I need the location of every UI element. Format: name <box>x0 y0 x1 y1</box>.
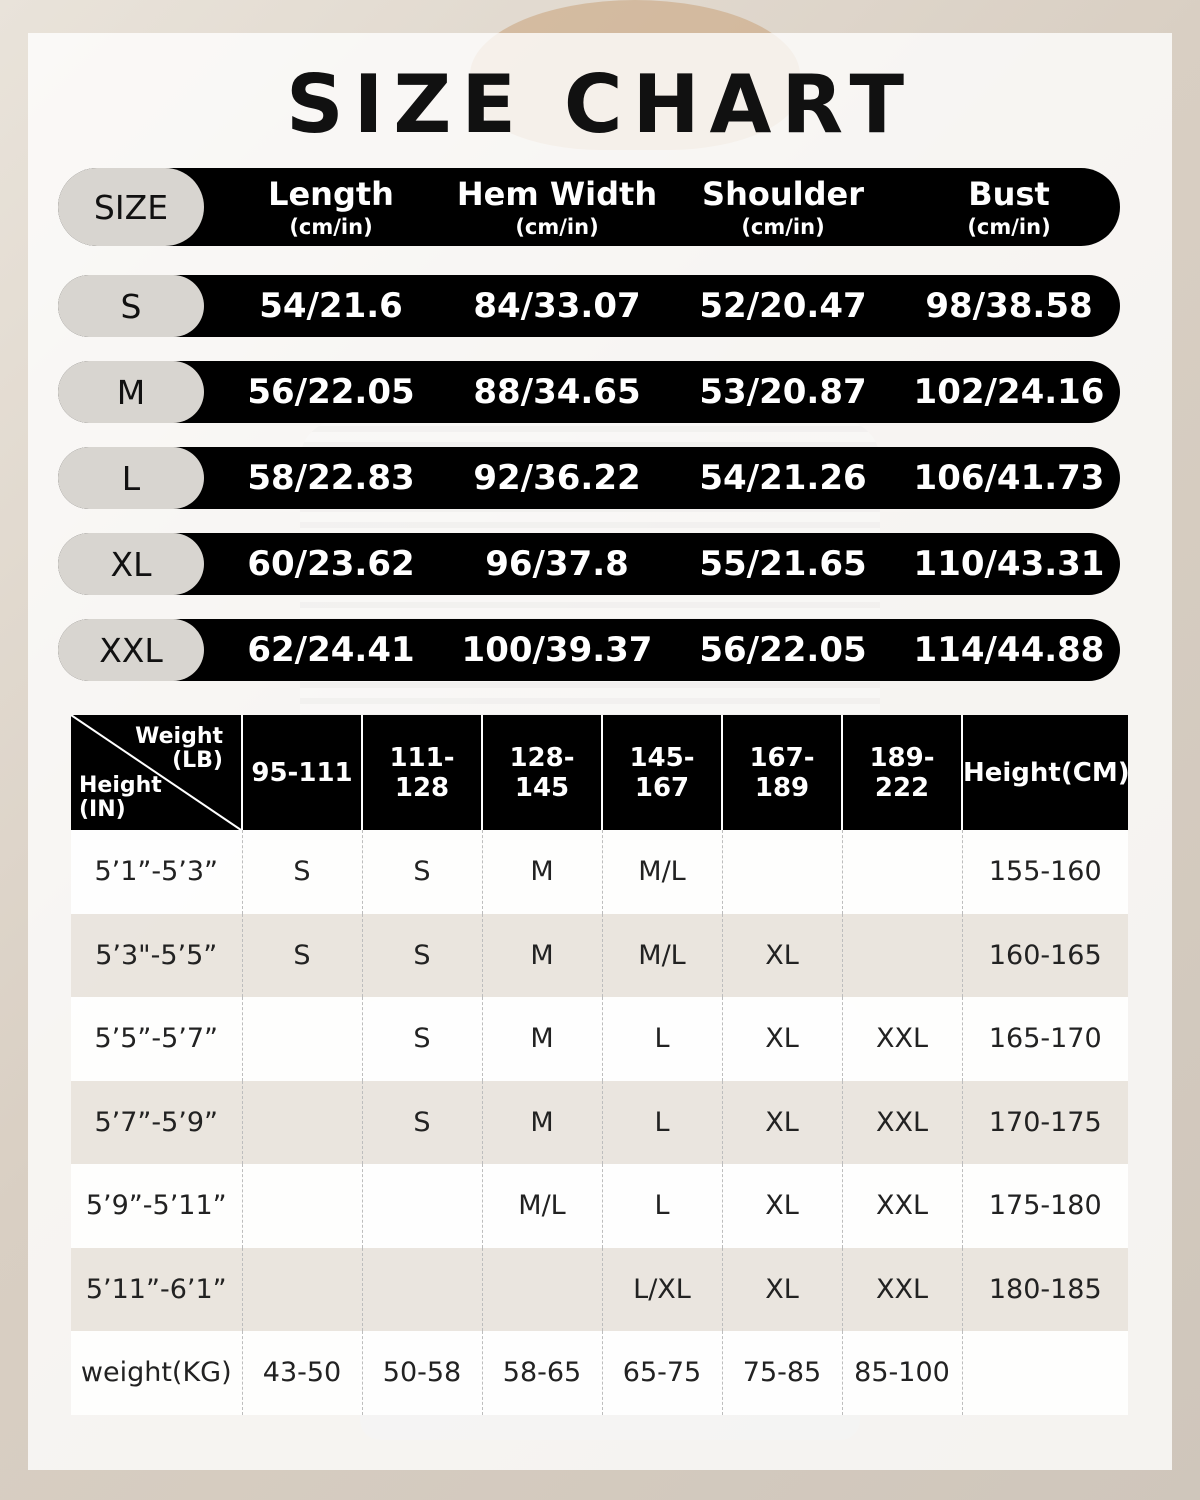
size-recommendation-cell: M/L <box>602 914 722 998</box>
size-label: L <box>58 447 204 509</box>
height-cm-cell: 170-175 <box>962 1081 1128 1165</box>
size-recommendation-cell <box>362 1164 482 1248</box>
height-range-cell: 5’7”-5’9” <box>71 1081 242 1165</box>
height-range-cell: 5’5”-5’7” <box>71 997 242 1081</box>
size-recommendation-cell: 85-100 <box>842 1331 962 1415</box>
shoulder-value: 53/20.87 <box>699 372 867 412</box>
size-recommendation-cell: S <box>362 830 482 914</box>
height-range-cell: 5’1”-5’3” <box>71 830 242 914</box>
table-row <box>71 1248 1128 1332</box>
fit-grid-table <box>71 715 1128 1415</box>
bust-value: 110/43.31 <box>913 544 1105 584</box>
weight-axis-label <box>135 725 223 773</box>
weight-column-header: 111-128 <box>362 715 482 830</box>
column-header-bust <box>896 168 1122 246</box>
table-row <box>71 830 1128 914</box>
weight-column-header: 128-145 <box>482 715 602 830</box>
size-recommendation-cell: S <box>362 1081 482 1165</box>
size-recommendation-cell <box>362 1248 482 1332</box>
column-header-unit: (cm/in) <box>741 215 825 239</box>
length-value: 58/22.83 <box>247 458 415 498</box>
size-row-s <box>58 275 1120 337</box>
size-recommendation-cell: XL <box>722 1081 842 1165</box>
height-cm-header: Height(CM) <box>962 715 1128 830</box>
height-cm-cell: 180-185 <box>962 1248 1128 1332</box>
size-recommendation-cell: XL <box>722 1248 842 1332</box>
size-recommendation-cell: M/L <box>482 1164 602 1248</box>
length-value: 60/23.62 <box>247 544 415 584</box>
size-row-xl <box>58 533 1120 595</box>
table-row <box>71 1331 1128 1415</box>
size-label: S <box>58 275 204 337</box>
shoulder-value: 54/21.26 <box>699 458 867 498</box>
size-recommendation-cell: S <box>362 997 482 1081</box>
column-header-label: Shoulder <box>702 175 864 213</box>
page-title: SIZE CHART <box>285 58 915 151</box>
height-cm-cell: 160-165 <box>962 914 1128 998</box>
size-header-label: SIZE <box>58 168 204 246</box>
size-recommendation-cell: 43-50 <box>242 1331 362 1415</box>
height-cm-cell: 165-170 <box>962 997 1128 1081</box>
size-recommendation-cell: L/XL <box>602 1248 722 1332</box>
height-unit: (IN) <box>79 797 126 822</box>
size-recommendation-cell: XL <box>722 914 842 998</box>
size-label: XL <box>58 533 204 595</box>
height-range-cell: weight(KG) <box>71 1331 242 1415</box>
size-recommendation-cell: S <box>242 914 362 998</box>
hem-width-value: 100/39.37 <box>461 630 653 670</box>
size-recommendation-cell: S <box>362 914 482 998</box>
weight-column-header: 167-189 <box>722 715 842 830</box>
table-row <box>71 1164 1128 1248</box>
hem-width-value: 96/37.8 <box>485 544 629 584</box>
size-recommendation-cell: M <box>482 830 602 914</box>
size-recommendation-cell: M <box>482 1081 602 1165</box>
column-header-unit: (cm/in) <box>967 215 1051 239</box>
size-recommendation-cell <box>842 830 962 914</box>
hem-width-value: 92/36.22 <box>473 458 641 498</box>
size-recommendation-cell: 65-75 <box>602 1331 722 1415</box>
weight-column-header: 145-167 <box>602 715 722 830</box>
bust-value: 114/44.88 <box>913 630 1105 670</box>
shoulder-value: 52/20.47 <box>699 286 867 326</box>
size-recommendation-cell: XXL <box>842 1248 962 1332</box>
column-header-label: Hem Width <box>456 175 658 213</box>
height-range-cell: 5’3"-5’5” <box>71 914 242 998</box>
size-recommendation-cell: S <box>242 830 362 914</box>
hem-width-value: 88/34.65 <box>473 372 641 412</box>
size-recommendation-cell: XL <box>722 997 842 1081</box>
size-recommendation-cell: L <box>602 1164 722 1248</box>
size-recommendation-cell: XL <box>722 1164 842 1248</box>
size-recommendation-cell: M <box>482 914 602 998</box>
column-header-unit: (cm/in) <box>515 215 599 239</box>
size-recommendation-cell <box>242 1081 362 1165</box>
size-recommendation-cell <box>482 1248 602 1332</box>
length-value: 62/24.41 <box>247 630 415 670</box>
height-label: Height <box>79 773 162 798</box>
size-recommendation-cell <box>242 1248 362 1332</box>
size-label: M <box>58 361 204 423</box>
table-row <box>71 1081 1128 1165</box>
size-recommendation-cell: XXL <box>842 1164 962 1248</box>
length-value: 54/21.6 <box>259 286 403 326</box>
size-recommendation-cell: L <box>602 997 722 1081</box>
shoulder-value: 55/21.65 <box>699 544 867 584</box>
size-recommendation-cell <box>722 830 842 914</box>
column-header-shoulder <box>670 168 896 246</box>
column-header-label: Bust <box>968 175 1050 213</box>
height-cm-cell: 155-160 <box>962 830 1128 914</box>
height-axis-label <box>79 774 162 822</box>
weight-column-header: 189-222 <box>842 715 962 830</box>
size-recommendation-cell: M/L <box>602 830 722 914</box>
size-recommendation-cell <box>842 914 962 998</box>
weight-unit: (LB) <box>172 748 223 773</box>
hem-width-value: 84/33.07 <box>473 286 641 326</box>
bust-value: 102/24.16 <box>913 372 1105 412</box>
column-header-label: Length <box>268 175 394 213</box>
size-row-m <box>58 361 1120 423</box>
size-recommendation-cell: 75-85 <box>722 1331 842 1415</box>
length-value: 56/22.05 <box>247 372 415 412</box>
fit-grid-header <box>71 715 1128 830</box>
bust-value: 98/38.58 <box>925 286 1093 326</box>
size-recommendation-cell: M <box>482 997 602 1081</box>
table-row <box>71 997 1128 1081</box>
table-row <box>71 914 1128 998</box>
height-range-cell: 5’11”-6’1” <box>71 1248 242 1332</box>
size-recommendation-cell <box>242 997 362 1081</box>
size-row-xxl <box>58 619 1120 681</box>
size-recommendation-cell: XXL <box>842 997 962 1081</box>
bust-value: 106/41.73 <box>913 458 1105 498</box>
corner-cell <box>71 715 242 830</box>
column-header-length <box>218 168 444 246</box>
height-range-cell: 5’9”-5’11” <box>71 1164 242 1248</box>
column-header-hem-width <box>444 168 670 246</box>
weight-label: Weight <box>135 724 223 749</box>
column-header-unit: (cm/in) <box>289 215 373 239</box>
height-cm-cell: 175-180 <box>962 1164 1128 1248</box>
shoulder-value: 56/22.05 <box>699 630 867 670</box>
weight-column-header: 95-111 <box>242 715 362 830</box>
size-recommendation-cell: XXL <box>842 1081 962 1165</box>
size-label: XXL <box>58 619 204 681</box>
size-recommendation-cell: 58-65 <box>482 1331 602 1415</box>
height-cm-cell <box>962 1331 1128 1415</box>
measurement-header <box>58 168 1120 246</box>
size-row-l <box>58 447 1120 509</box>
size-recommendation-cell <box>242 1164 362 1248</box>
size-recommendation-cell: 50-58 <box>362 1331 482 1415</box>
size-recommendation-cell: L <box>602 1081 722 1165</box>
